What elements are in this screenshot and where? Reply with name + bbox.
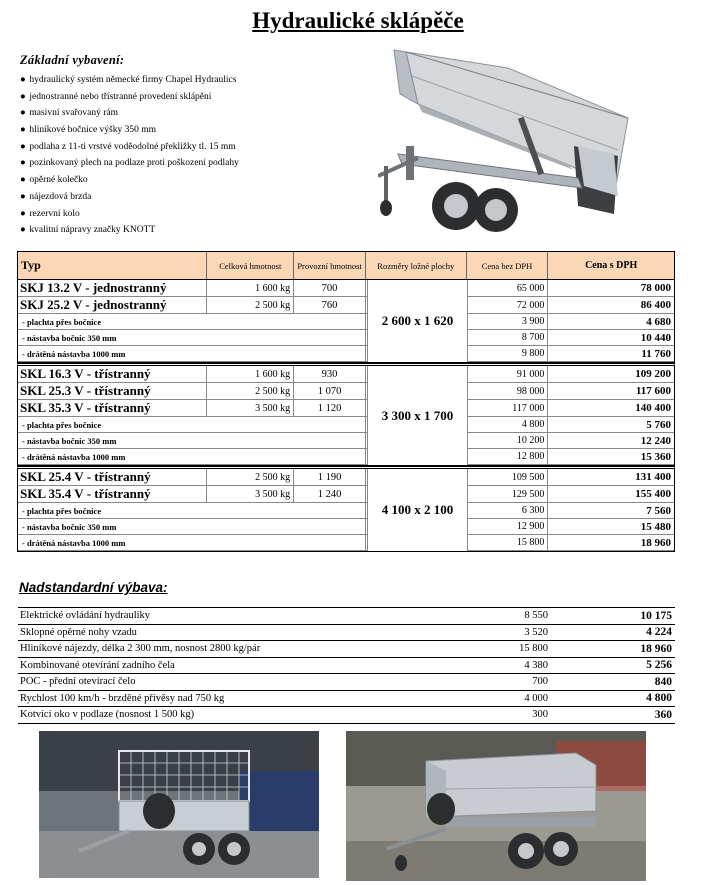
basic-equipment (20, 53, 360, 239)
model-name: SKJ 13.2 V - jednostranný (18, 280, 207, 296)
price-with-vat: 12 240 (640, 434, 671, 447)
price-with-vat: 155 400 (635, 488, 671, 500)
extra-equipment-heading: Nadstandardní výbava: (19, 580, 168, 595)
basic-equipment-item (20, 139, 360, 156)
price-without-vat: 12 900 (467, 519, 549, 534)
table-group (17, 280, 675, 363)
model-name: SKL 25.4 V - třístranný (18, 469, 207, 485)
extra-item-name: Kombinované otevírání zadního čela (20, 659, 175, 671)
basic-equipment-text: kvalitní nápravy značky KNOTT (29, 225, 156, 236)
bullet-icon: ● (20, 191, 26, 202)
basic-equipment-list (20, 72, 360, 239)
option-name: - drátěná nástavba 1000 mm (22, 348, 126, 359)
model-name: SKL 16.3 V - třístranný (18, 366, 207, 382)
price-without-vat: 129 500 (467, 486, 549, 502)
basic-equipment-text: pozinkovaný plech na podlaze proti poškození podlahy (29, 158, 239, 169)
blank-cell (294, 417, 366, 432)
table-row (18, 400, 674, 417)
extra-equipment-row (18, 608, 675, 625)
extra-equipment-row (18, 707, 675, 724)
tipper-trailer-image (378, 46, 636, 232)
price-without-vat: 4 000 (524, 692, 548, 704)
header-typ: Typ (18, 252, 207, 279)
price-without-vat: 9 800 (467, 346, 549, 361)
basic-equipment-text: hliníkové bočnice výšky 350 mm (29, 125, 157, 136)
table-row (18, 486, 674, 503)
price-with-vat: 86 400 (640, 299, 671, 311)
option-name: - nástavba bočnic 350 mm (22, 435, 117, 446)
operating-weight: 1 070 (294, 383, 366, 399)
basic-equipment-item (20, 155, 360, 172)
table-row (18, 519, 674, 535)
extra-equipment-row (18, 674, 675, 691)
option-name: - drátěná nástavba 1000 mm (22, 451, 126, 462)
price-with-vat: 10 440 (640, 331, 671, 344)
price-with-vat: 18 960 (640, 642, 672, 655)
blank-cell (294, 449, 366, 464)
price-with-vat: 4 224 (646, 626, 672, 639)
extra-item-name: Kotvící oko v podlaze (nosnost 1 500 kg) (20, 709, 195, 721)
basic-equipment-item (20, 172, 360, 189)
total-weight: 1 600 kg (207, 280, 294, 296)
price-with-vat: 11 760 (641, 347, 671, 360)
table-row (18, 366, 674, 383)
price-without-vat: 8 550 (524, 610, 548, 622)
option-name: - plachta přes bočnice (22, 505, 102, 516)
basic-equipment-text: masivní svařovaný rám (29, 108, 119, 119)
page-title: Hydraulické sklápěče (252, 8, 464, 33)
extra-equipment-table (18, 607, 675, 724)
extra-item-name: Elektrické ovládání hydrauliky (20, 610, 151, 622)
price-without-vat: 8 700 (467, 330, 549, 345)
bullet-icon: ● (20, 158, 26, 169)
extra-item-name: POČ - přední otevírací čelo (20, 676, 136, 688)
blank-cell (294, 330, 366, 345)
basic-equipment-item (20, 89, 360, 106)
option-name: - plachta přes bočnice (22, 419, 102, 430)
price-without-vat: 700 (532, 676, 548, 688)
blank-cell (294, 433, 366, 448)
cargo-area-dimensions: 3 300 x 1 700 (367, 366, 468, 465)
price-without-vat: 3 520 (524, 626, 548, 638)
operating-weight: 1 190 (294, 469, 366, 485)
bullet-icon: ● (20, 108, 26, 119)
cargo-area-dimensions: 4 100 x 2 100 (367, 469, 468, 551)
blank-cell (207, 330, 294, 345)
model-name: SKL 35.3 V - třístranný (18, 400, 207, 416)
price-with-vat: 4 800 (646, 692, 672, 705)
basic-equipment-item (20, 122, 360, 139)
price-without-vat: 15 800 (519, 643, 548, 655)
basic-equipment-item (20, 105, 360, 122)
bullet-icon: ● (20, 125, 26, 136)
bullet-icon: ● (20, 141, 26, 152)
blank-cell (207, 417, 294, 432)
total-weight: 3 500 kg (207, 400, 294, 416)
table-row (18, 433, 674, 449)
total-weight: 2 500 kg (207, 383, 294, 399)
extra-equipment-row (18, 691, 675, 708)
basic-equipment-text: hydraulický systém německé firmy Chapel Hydraulics (29, 75, 237, 85)
basic-equipment-text: opěrné kolečko (29, 175, 88, 186)
option-name: - plachta přes bočnice (22, 316, 102, 327)
header-rozmery: Rozměry ložné plochy (366, 252, 467, 279)
price-with-vat: 117 600 (635, 385, 671, 397)
total-weight: 2 500 kg (207, 469, 294, 485)
price-without-vat: 10 200 (467, 433, 549, 448)
price-without-vat: 65 000 (467, 280, 549, 296)
basic-equipment-item (20, 222, 360, 239)
cargo-area-dimensions: 2 600 x 1 620 (367, 280, 468, 362)
price-with-vat: 78 000 (640, 282, 671, 294)
trailer-with-sides-photo (346, 731, 646, 881)
price-without-vat: 109 500 (467, 469, 549, 485)
price-without-vat: 3 900 (467, 314, 549, 329)
blank-cell (294, 346, 366, 361)
price-with-vat: 140 400 (635, 402, 671, 414)
price-with-vat: 4 680 (646, 315, 671, 328)
model-name: SKL 25.3 V - třístranný (18, 383, 207, 399)
bullet-icon: ● (20, 175, 26, 186)
table-row (18, 535, 674, 551)
price-with-vat: 360 (654, 708, 672, 721)
price-with-vat: 15 480 (640, 520, 671, 533)
price-with-vat: 10 175 (640, 609, 672, 622)
basic-equipment-text: jednostranné nebo třístranné provedení sklápění (29, 91, 212, 102)
option-name: - nástavba bočnic 350 mm (22, 332, 117, 343)
extra-item-name: Hliníkové nájezdy, délka 2 300 mm, nosnost 2800 kg/pár (20, 643, 261, 655)
price-without-vat: 4 380 (524, 659, 548, 671)
price-without-vat: 6 300 (467, 503, 549, 518)
operating-weight: 1 240 (294, 486, 366, 502)
table-row (18, 503, 674, 519)
price-without-vat: 98 000 (467, 383, 549, 399)
table-row (18, 346, 674, 362)
price-without-vat: 4 800 (467, 417, 549, 432)
bullet-icon: ● (20, 75, 26, 85)
extra-item-name: Rychlost 100 km/h - brzděné přívěsy nad 750 kg (20, 692, 225, 704)
bullet-icon: ● (20, 225, 26, 236)
basic-equipment-text: nájezdová brzda (29, 191, 92, 202)
price-with-vat: 131 400 (635, 471, 671, 483)
table-row (18, 330, 674, 346)
model-name: SKL 35.4 V - třístranný (18, 486, 207, 502)
table-row (18, 469, 674, 486)
extra-equipment-row (18, 641, 675, 658)
operating-weight: 1 120 (294, 400, 366, 416)
basic-equipment-item (20, 189, 360, 206)
price-with-vat: 18 960 (640, 536, 671, 549)
extra-equipment-row (18, 658, 675, 675)
price-without-vat: 91 000 (467, 366, 549, 382)
blank-cell (207, 535, 294, 550)
blank-cell (294, 314, 366, 329)
price-with-vat: 840 (654, 675, 672, 688)
blank-cell (207, 449, 294, 464)
table-row (18, 314, 674, 330)
table-group (17, 363, 675, 466)
price-without-vat: 15 800 (467, 535, 549, 550)
header-bez-dph: Cena bez DPH (467, 252, 549, 279)
blank-cell (207, 519, 294, 534)
price-with-vat: 5 256 (646, 659, 672, 672)
header-s-dph: Cena s DPH (585, 260, 638, 271)
operating-weight: 760 (294, 297, 366, 313)
total-weight: 1 600 kg (207, 366, 294, 382)
table-group (17, 466, 675, 552)
blank-cell (294, 503, 366, 518)
basic-equipment-item (20, 72, 360, 89)
price-with-vat: 15 360 (640, 450, 671, 463)
header-provozni: Provozní hmotnost (294, 252, 366, 279)
price-without-vat: 12 800 (467, 449, 549, 464)
operating-weight: 700 (294, 280, 366, 296)
price-with-vat: 109 200 (635, 368, 671, 380)
table-row (18, 417, 674, 433)
basic-equipment-heading: Základní vybavení: (20, 53, 125, 67)
blank-cell (294, 519, 366, 534)
trailer-with-mesh-photo (39, 731, 319, 878)
price-without-vat: 72 000 (467, 297, 549, 313)
option-name: - drátěná nástavba 1000 mm (22, 537, 126, 548)
table-row (18, 383, 674, 400)
price-with-vat: 5 760 (646, 418, 671, 431)
table-row (18, 280, 674, 297)
extra-item-name: Sklopné opěrné nohy vzadu (20, 626, 137, 638)
total-weight: 2 500 kg (207, 297, 294, 313)
blank-cell (294, 535, 366, 550)
blank-cell (207, 433, 294, 448)
table-header (17, 251, 675, 280)
blank-cell (207, 314, 294, 329)
price-without-vat: 300 (532, 709, 548, 721)
basic-equipment-item (20, 206, 360, 223)
basic-equipment-text: podlaha z 11-ti vrstvé voděodolné překližky tl. 15 mm (29, 141, 236, 152)
basic-equipment-text: rezervní kolo (29, 208, 80, 219)
option-name: - nástavba bočnic 350 mm (22, 521, 117, 532)
extra-equipment-row (18, 625, 675, 642)
price-table (17, 251, 675, 552)
table-row (18, 297, 674, 314)
price-without-vat: 117 000 (467, 400, 549, 416)
bullet-icon: ● (20, 208, 26, 219)
blank-cell (207, 346, 294, 361)
price-with-vat: 7 560 (646, 504, 671, 517)
total-weight: 3 500 kg (207, 486, 294, 502)
table-row (18, 449, 674, 465)
header-celkova: Celková hmotnost (207, 252, 294, 279)
operating-weight: 930 (294, 366, 366, 382)
model-name: SKJ 25.2 V - jednostranný (18, 297, 207, 313)
bullet-icon: ● (20, 91, 26, 102)
blank-cell (207, 503, 294, 518)
